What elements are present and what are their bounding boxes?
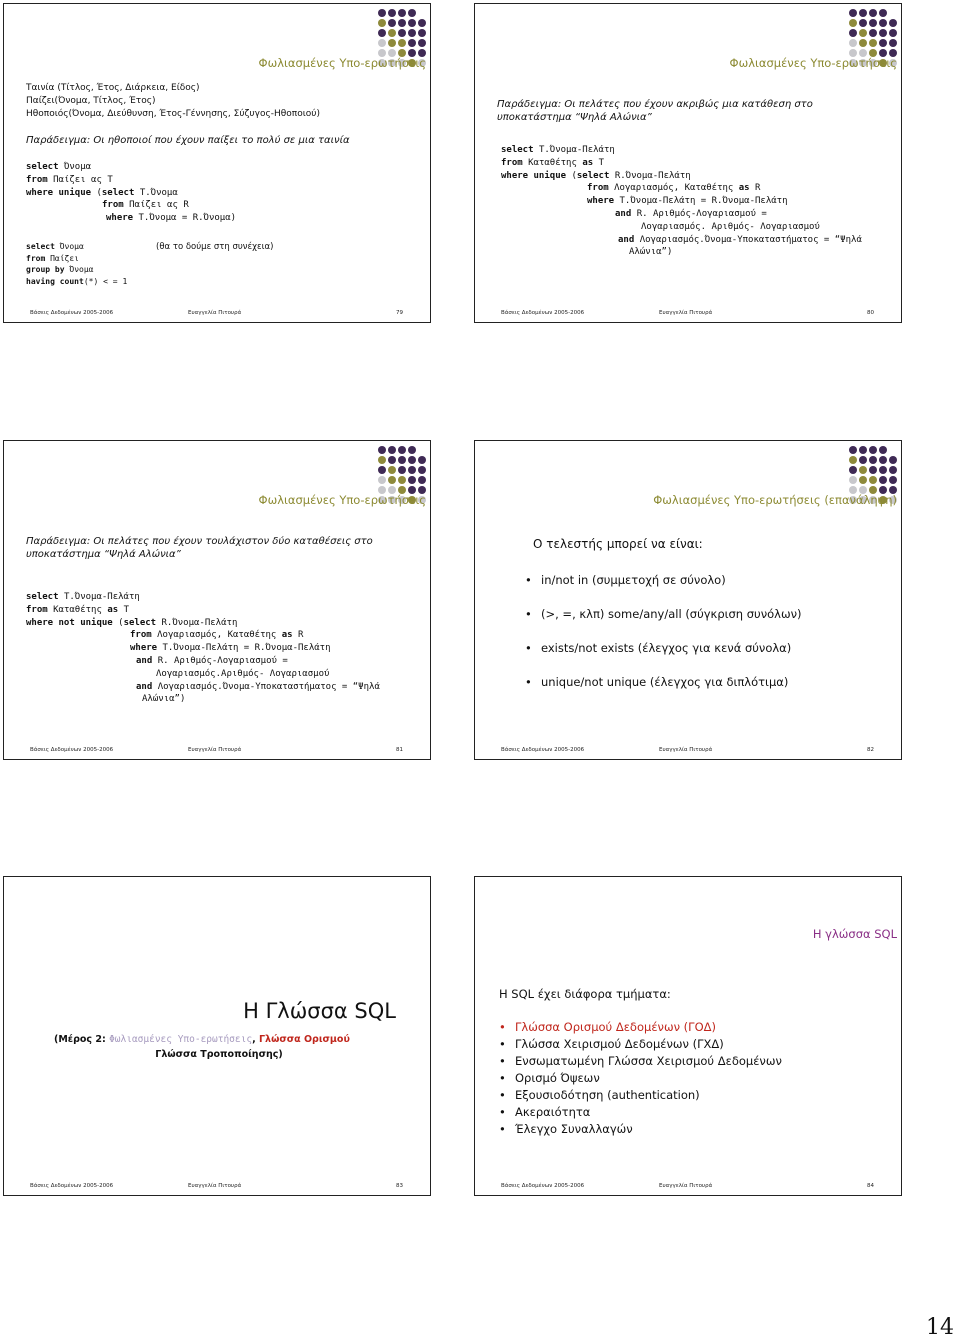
decorative-dot [378,9,386,17]
decorative-dot [869,476,877,484]
subtitle-red: Γλώσσα Ορισμού [259,1034,350,1045]
decorative-dot [879,476,887,484]
decorative-dot [849,9,857,17]
footer-page: 84 [867,1183,874,1189]
list-item: • Ακεραιότητα [497,1104,782,1121]
example-text: Παράδειγμα: Οι ηθοποιοί που έχουν παίξει το πολύ σε μια ταινία [26,135,350,146]
decorative-dot [849,456,857,464]
decorative-dot [849,466,857,474]
code-line: from Λογαριασμός, Καταθέτης as R [130,630,304,641]
decorative-dot [879,19,887,27]
decorative-dot [849,29,857,37]
decorative-dot [388,9,396,17]
subtitle-comma: , [252,1034,259,1045]
decorative-dot [378,19,386,27]
decorative-dot [378,29,386,37]
list-item: • (>, =, κλπ) some/any/all (σύγκριση συνόλων) [523,607,802,641]
decorative-dot [859,456,867,464]
slide-title: Η γλώσσα SQL [812,927,897,941]
code-line: select Τ.Όνομα-Πελάτη [501,145,615,155]
decorative-dot [398,39,406,47]
query [26,591,380,706]
list-item: • Ενσωματωμένη Γλώσσα Χειρισμού Δεδομένων [497,1053,782,1070]
decorative-dot [869,29,877,37]
code-line: Αλώνια”) [142,694,186,705]
schema-line: Ηθοποιός(Όνομα, Διεύθυνση, Έτος-Γέννησης, Σύζυγος-Ηθοποιού) [26,109,320,119]
decorative-dot [408,39,416,47]
code-line: from Παίζει ας R [102,200,189,211]
decorative-dot [408,456,416,464]
footer-course: Βάσεις Δεδομένων 2005-2006 [30,747,114,753]
decorative-dot [879,466,887,474]
code-line: and R. Αριθμός-Λογαριασμού = [136,655,288,666]
code-line: and R. Αριθμός-Λογαριασμού = [615,208,767,219]
decorative-dot [398,456,406,464]
list-item: • Εξουσιοδότηση (authentication) [497,1087,782,1104]
decorative-dot [879,39,887,47]
decorative-dot [398,9,406,17]
code-line: from Καταθέτης as T [501,157,604,168]
footer-author: Ευαγγελία Πιτουρά [659,1183,713,1189]
code-line: where Τ.Όνομα = R.Όνομα) [106,213,237,224]
code-line: having count(*) < = 1 [26,276,128,286]
list-item: • Ορισμό Όψεων [497,1070,782,1087]
code-line: Αλώνια”) [629,247,673,258]
decorative-dot [408,466,416,474]
example-text [497,98,813,124]
decorative-dot [418,29,426,37]
example-line: υποκατάστημα “Ψηλά Αλώνια” [497,112,652,123]
footer-page: 82 [867,747,874,753]
footer-author: Ευαγγελία Πιτουρά [659,747,713,753]
decorative-dot [388,446,396,454]
slide-title: Φωλιασμένες Υπο-ερωτήσεις (επανάληψη) [653,493,897,507]
code-line: select Όνομα [26,162,92,172]
decorative-dot [378,39,386,47]
decorative-dot [889,476,897,484]
subtitle-open: (Μέρος 2: [54,1034,110,1045]
code-line: select Όνομα [26,242,84,251]
decorative-dot [859,9,867,17]
decorative-dot [418,476,426,484]
slide-80 [474,3,902,323]
code-line: where Τ.Όνομα-Πελάτη = R.Όνομα-Πελάτη [587,196,788,207]
slide-81 [3,440,431,760]
footer-course: Βάσεις Δεδομένων 2005-2006 [501,747,585,753]
decorative-dot [398,29,406,37]
decorative-dot [398,476,406,484]
code-line: from Καταθέτης as T [26,604,129,615]
decorative-dot [418,39,426,47]
code-line: where not unique (select R.Όνομα-Πελάτη [26,617,238,628]
list-item: • Έλεγχο Συναλλαγών [497,1121,782,1138]
decorative-dot [398,446,406,454]
decorative-dot [859,19,867,27]
query-1 [26,161,236,225]
slide-83 [3,876,431,1196]
decorative-dot [388,476,396,484]
decorative-dot [889,446,897,454]
operator-list [523,573,802,709]
footer-course: Βάσεις Δεδομένων 2005-2006 [501,310,585,316]
schema [26,82,320,121]
list-item: • in/not in (συμμετοχή σε σύνολο) [523,573,802,607]
code-line: Λογαριασμός. Αριθμός- Λογαριασμού [641,221,820,232]
code-line: from Παίζει [26,253,79,263]
decorative-dot [889,39,897,47]
subtitle [54,1032,404,1062]
footer-course: Βάσεις Δεδομένων 2005-2006 [30,310,114,316]
decorative-dot [408,9,416,17]
footer-course: Βάσεις Δεδομένων 2005-2006 [501,1183,585,1189]
decorative-dot [889,466,897,474]
decorative-dot [869,19,877,27]
code-line: where unique (select Τ.Όνομα [26,187,178,198]
decorative-dot [378,476,386,484]
footer-page: 83 [396,1183,403,1189]
decorative-dot [388,19,396,27]
decorative-dot [859,39,867,47]
sql-parts-list [497,1019,782,1138]
list-item: • Γλώσσα Χειρισμού Δεδομένων (ΓΧΔ) [497,1036,782,1053]
decorative-dot [889,456,897,464]
query-2 [26,241,127,287]
decorative-dot [408,19,416,27]
slide-heading: Η SQL έχει διάφορα τμήματα: [499,987,671,1001]
decorative-dot [879,9,887,17]
decorative-dot [408,29,416,37]
decorative-dot [849,39,857,47]
decorative-dot [398,466,406,474]
code-line: from Λογαριασμός, Καταθέτης as R [587,183,761,194]
example-line: υποκατάστημα “Ψηλά Αλώνια” [26,549,181,560]
list-item: • Γλώσσα Ορισμού Δεδομένων (ΓΟΔ) [497,1019,782,1036]
decorative-dot [388,456,396,464]
code-line: from Παίζει ας Τ [26,174,113,185]
slide-82 [474,440,902,760]
slide-title: Φωλιασμένες Υπο-ερωτήσεις [729,56,897,70]
decorative-dot [398,19,406,27]
decorative-dot [418,456,426,464]
subtitle-line2: Γλώσσα Τροποποίησης) [155,1049,283,1060]
slide-84 [474,876,902,1196]
code-line: Λογαριασμός.Αριθμός- Λογαριασμού [156,668,330,679]
decorative-dot [418,446,426,454]
decorative-dot [879,446,887,454]
example-line: Παράδειγμα: Οι πελάτες που έχουν ακριβώς μια κατάθεση στο [497,99,813,110]
decorative-dot [378,446,386,454]
decorative-dot [408,446,416,454]
list-item: • exists/not exists (έλεγχος για κενά σύνολα) [523,641,802,675]
note-text: (θα το δούμε στη συνέχεια) [156,242,274,252]
query [501,144,862,259]
decorative-dot [869,39,877,47]
code-line: and Λογαριασμός.Όνομα-Υποκαταστήματος = “Ψηλά [136,681,380,692]
footer-author: Ευαγγελία Πιτουρά [188,747,242,753]
decorative-dot [869,9,877,17]
schema-line: Ταινία (Τίτλος, Έτος, Διάρκεια, Είδος) [26,83,200,93]
code-line: and Λογαριασμός.Όνομα-Υποκαταστήματος = “Ψηλά [618,234,862,245]
footer-page: 79 [396,310,403,316]
list-item: • unique/not unique (έλεγχος για διπλότιμα) [523,675,802,709]
example-line: Παράδειγμα: Οι πελάτες που έχουν τουλάχιστον δύο καταθέσεις στο [26,536,373,547]
decorative-dot [849,19,857,27]
decorative-dot [889,29,897,37]
decorative-dot [879,456,887,464]
decorative-dot [378,466,386,474]
footer-author: Ευαγγελία Πιτουρά [188,1183,242,1189]
decorative-dot [869,456,877,464]
decorative-dot [869,466,877,474]
footer-author: Ευαγγελία Πιτουρά [659,310,713,316]
decorative-dot [849,476,857,484]
decorative-dot [388,29,396,37]
footer-course: Βάσεις Δεδομένων 2005-2006 [30,1183,114,1189]
slide-heading: Ο τελεστής μπορεί να είναι: [533,537,703,551]
decorative-dot [889,9,897,17]
decorative-dot [388,39,396,47]
decorative-dot [889,19,897,27]
decorative-dot [849,446,857,454]
code-line: where unique (select R.Όνομα-Πελάτη [501,170,691,181]
page-number: 14 [926,1315,954,1340]
decorative-dot [859,466,867,474]
example-text [26,535,373,561]
code-line: group by Όνομα [26,265,94,274]
big-title: Η Γλώσσα SQL [243,999,396,1023]
subtitle-purple: Φωλιασμένες Υπο-ερωτήσεις [109,1034,253,1045]
slide-title: Φωλιασμένες Υπο-ερωτήσεις [258,56,426,70]
code-line: select Τ.Όνομα-Πελάτη [26,592,140,602]
decorative-dot [408,476,416,484]
decorative-dot [418,466,426,474]
decorative-dot [859,476,867,484]
schema-line: Παίζει(Όνομα, Τίτλος, Έτος) [26,96,156,106]
decorative-dot [879,29,887,37]
decorative-dot [869,446,877,454]
decorative-dot [859,29,867,37]
decorative-dot [378,456,386,464]
decorative-dot [859,446,867,454]
decorative-dot [418,9,426,17]
decorative-dot [418,19,426,27]
code-line: where Τ.Όνομα-Πελάτη = R.Όνομα-Πελάτη [130,643,331,654]
decorative-dot [388,466,396,474]
footer-page: 81 [396,747,403,753]
footer-page: 80 [867,310,874,316]
footer-author: Ευαγγελία Πιτουρά [188,310,242,316]
slide-title: Φωλιασμένες Υπο-ερωτήσεις [258,493,426,507]
slide-79 [3,3,431,323]
